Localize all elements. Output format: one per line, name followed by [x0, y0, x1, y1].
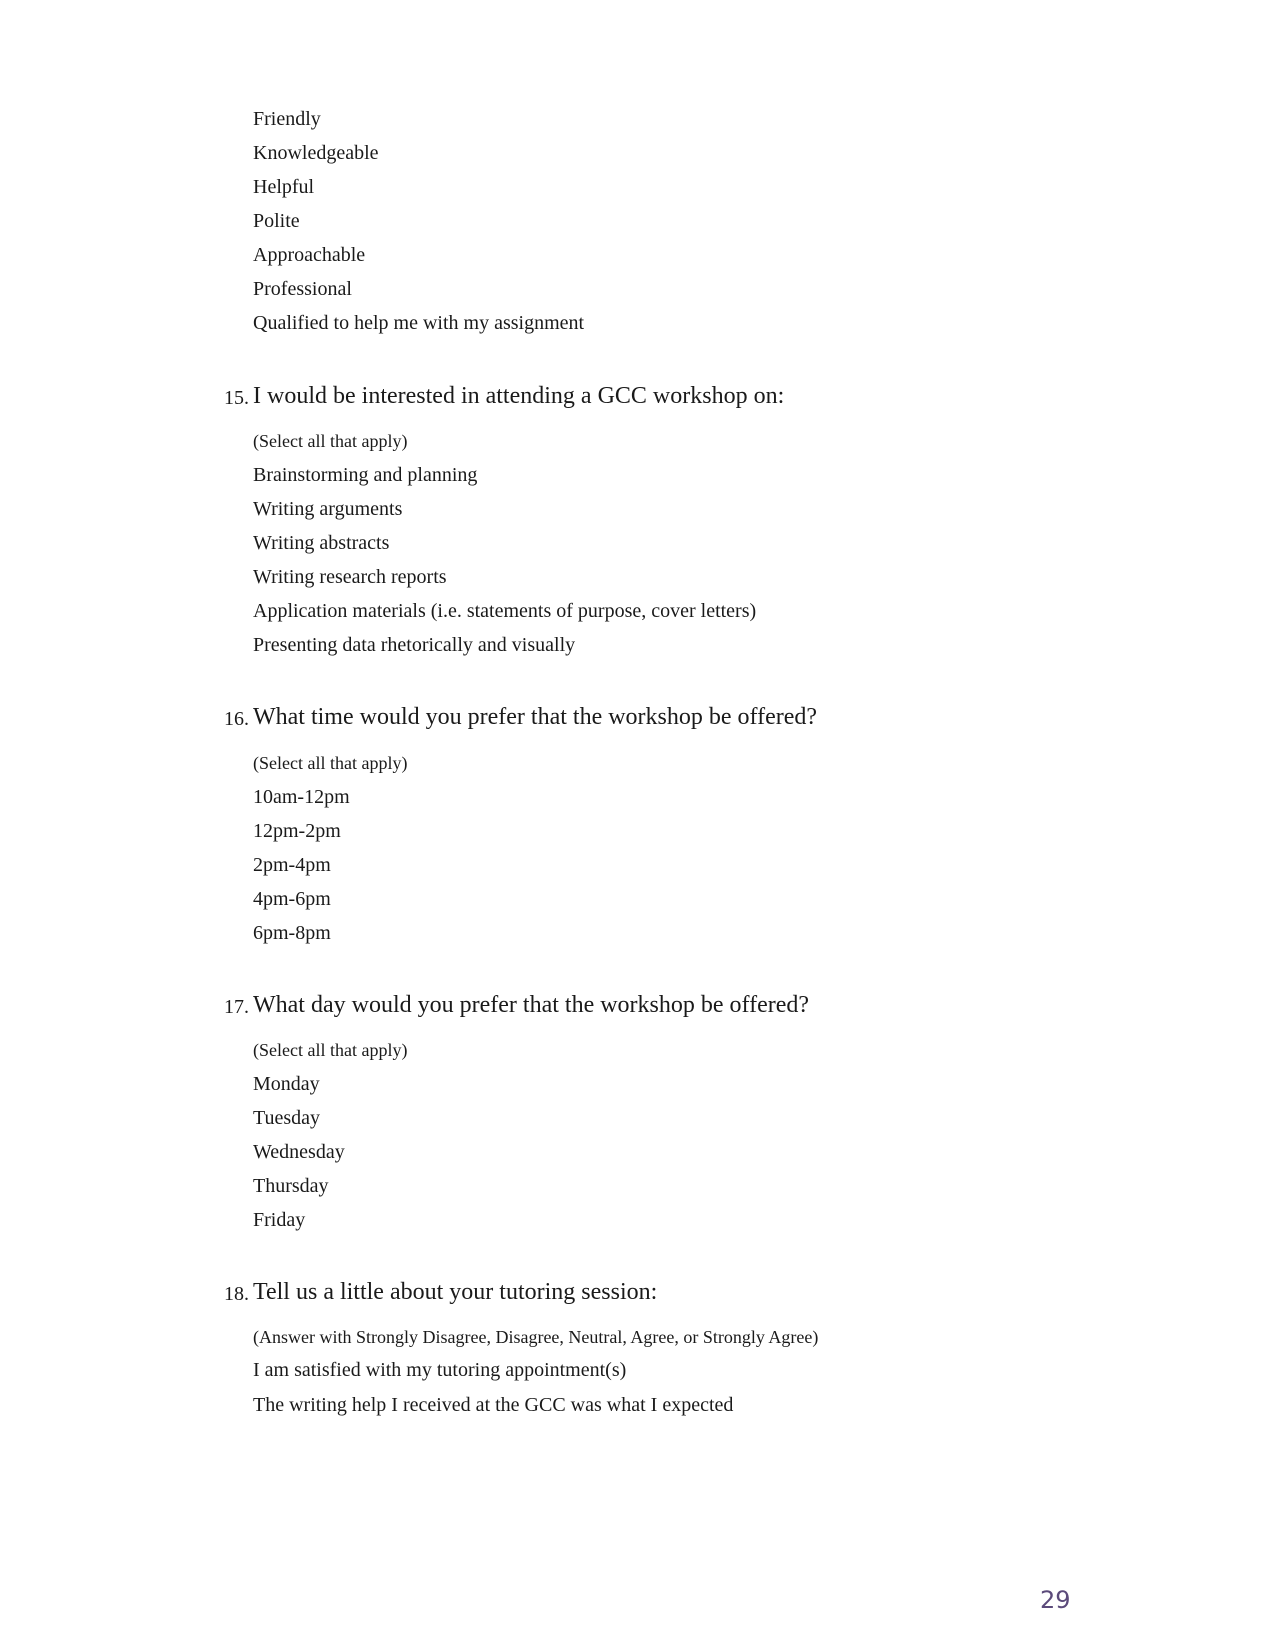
option-item: Writing abstracts: [253, 532, 390, 554]
option-item: Friday: [253, 1209, 306, 1231]
question-number: 18.: [224, 1283, 249, 1305]
list-item: Qualified to help me with my assignment: [253, 312, 585, 334]
list-item: Knowledgeable: [253, 142, 379, 164]
question-text: Tell us a little about your tutoring session:: [253, 1279, 658, 1305]
list-item: Approachable: [253, 244, 366, 266]
question-text: What day would you prefer that the workshop be offered?: [253, 992, 810, 1018]
option-item: Brainstorming and planning: [253, 464, 478, 486]
option-item: 4pm-6pm: [253, 888, 331, 910]
option-item: Thursday: [253, 1175, 329, 1197]
page-number: 29: [1040, 1586, 1071, 1614]
option-item: Writing research reports: [253, 566, 447, 588]
list-item: Friendly: [253, 108, 321, 130]
option-item: 6pm-8pm: [253, 922, 331, 944]
question-number: 17.: [224, 996, 249, 1018]
list-item: Polite: [253, 210, 300, 232]
option-item: Wednesday: [253, 1141, 345, 1163]
option-item: Application materials (i.e. statements of purpose, cover letters): [253, 600, 757, 622]
option-item: The writing help I received at the GCC was what I expected: [253, 1394, 734, 1416]
option-item: Writing arguments: [253, 498, 403, 520]
list-item: Professional: [253, 278, 352, 300]
option-item: Presenting data rhetorically and visually: [253, 634, 576, 656]
option-item: 10am-12pm: [253, 786, 350, 808]
option-item: Monday: [253, 1073, 320, 1095]
question-number: 15.: [224, 387, 249, 409]
option-item: 2pm-4pm: [253, 854, 331, 876]
question-instruction: (Select all that apply): [253, 1040, 408, 1060]
option-item: 12pm-2pm: [253, 820, 341, 842]
question-instruction: (Select all that apply): [253, 431, 408, 451]
option-item: Tuesday: [253, 1107, 321, 1129]
question-instruction: (Select all that apply): [253, 753, 408, 773]
question-number: 16.: [224, 708, 249, 730]
question-text: I would be interested in attending a GCC workshop on:: [253, 383, 785, 409]
list-item: Helpful: [253, 176, 315, 198]
option-item: I am satisfied with my tutoring appointment(s): [253, 1359, 627, 1381]
question-text: What time would you prefer that the workshop be offered?: [253, 704, 818, 730]
question-instruction: (Answer with Strongly Disagree, Disagree, Neutral, Agree, or Strongly Agree): [253, 1327, 819, 1347]
